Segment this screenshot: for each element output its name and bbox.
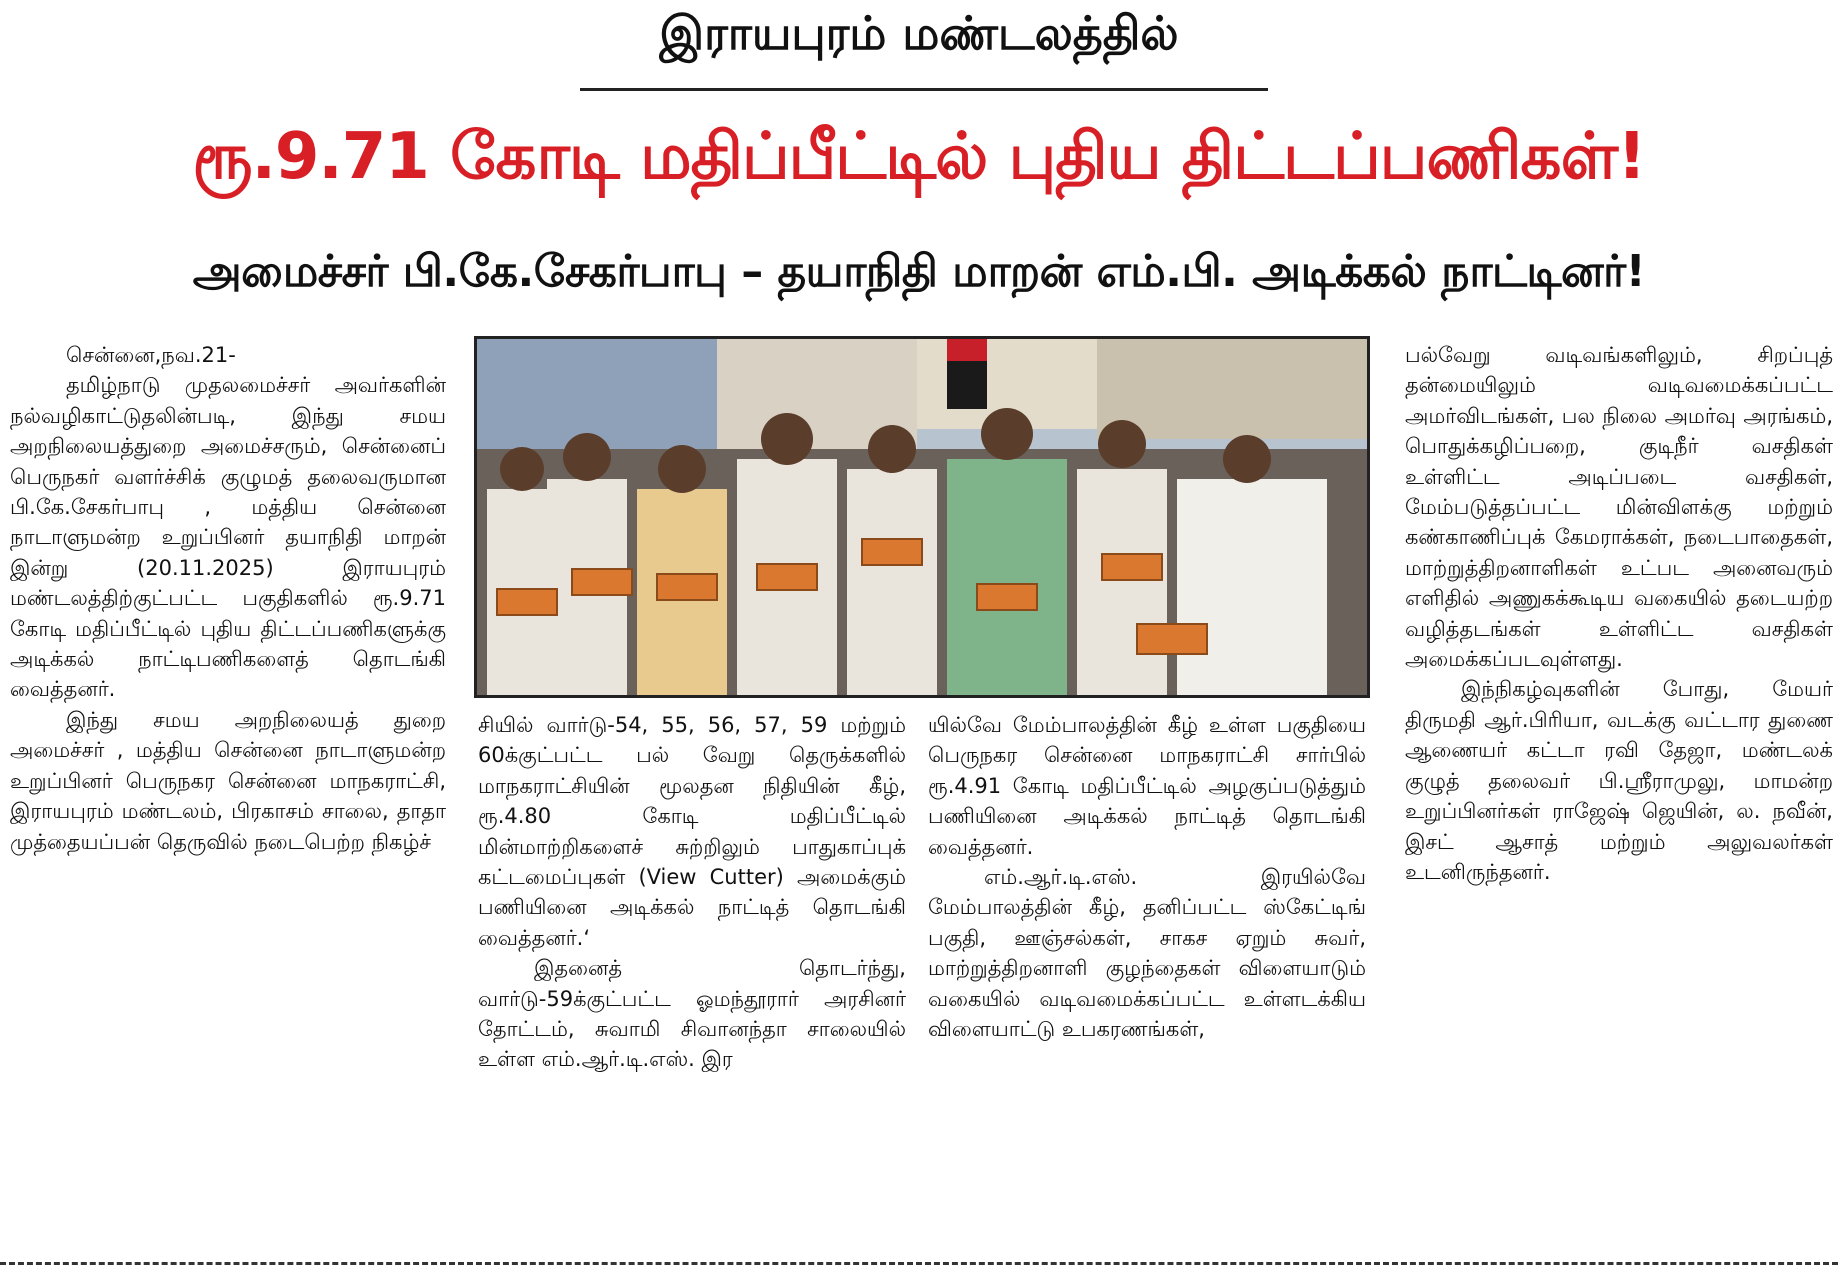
article-column-1 xyxy=(10,340,446,1254)
paragraph: தமிழ்நாடு முதலமைச்சர் அவர்களின் நல்வழிகாட்டுதலின்படி, இந்து சமய அறநிலையத்துறை அமைச்சரும், சென்னைப் பெருநகர் வளர்ச்சிக் குழுமத் தலைவருமான பி.கே.சேகர்பாபு , மத்திய சென்னை நாடாளுமன்ற உறுப்பினர் தயாநிதி மாறன் இன்று (20.11.2025) இராயபுரம் மண்டலத்திற்குட்பட்ட பகுதிகளில் ரூ.9.71 கோடி மதிப்பீட்டில் புதிய திட்டப்பணிகளுக்கு அடிக்கல் நாட்டிபணிகளைத் தொடங்கி வைத்தனர். xyxy=(10,373,446,702)
event-photo xyxy=(474,336,1370,698)
paragraph: இந்து சமய அறநிலையத் துறை அமைச்சர் , மத்திய சென்னை நாடாளுமன்ற உறுப்பினர் பெருநகர சென்னை மாநகராட்சி, இராயபுரம் மண்டலம், பிரகாசம் சாலை, தாதா முத்தையப்பன் தெருவில் நடைபெற்ற நிகழ்ச் xyxy=(10,707,446,854)
group-photo-illustration xyxy=(477,339,1367,695)
bottom-dashed-rule xyxy=(0,1262,1838,1265)
paragraph: இந்நிகழ்வுகளின் போது, மேயர் திருமதி ஆர்.பிரியா, வடக்கு வட்டார துணை ஆணையர் கட்டா ரவி தேஜா, மண்டலக் குழுத் தலைவர் பி.ஸ்ரீராமுலு, மாமன்ற உறுப்பினர்கள் ராஜேஷ் ஜெயின், ல. நவீன், இசட் ஆசாத் மற்றும் அலுவலர்கள் உடனிருந்தனர். xyxy=(1405,677,1833,884)
dateline: சென்னை,நவ.21- xyxy=(66,343,236,367)
paragraph: சியில் வார்டு-54, 55, 56, 57, 59 மற்றும் 60க்குட்பட்ட பல் வேறு தெருக்களில் மாநகராட்சியின் மூலதன நிதியின் கீழ், ரூ.4.80 கோடி மதிப்பீட்டில் மின்மாற்றிகளைச் சுற்றிலும் பாதுகாப்புக் கட்டமைப்புகள் (View Cutter) அமைக்கும் பணியினை அடிக்கல் நாட்டித் தொடங்கி வைத்தனர்.‘ xyxy=(478,713,906,950)
main-headline: ரூ.9.71 கோடி மதிப்பீட்டில் புதிய திட்டப்பணிகள்! xyxy=(192,120,1646,194)
paragraph: இதனைத் தொடர்ந்து, வார்டு-59க்குட்பட்ட ஓமந்தூரார் அரசினர் தோட்டம், சுவாமி சிவானந்தா சாலையில் உள்ள எம்.ஆர்.டி.எஸ். இர xyxy=(478,956,906,1072)
paragraph: பல்வேறு வடிவங்களிலும், சிறப்புத் தன்மையிலும் வடிவமைக்கப்பட்ட அமர்விடங்கள், பல நிலை அமர்வு அரங்கம், பொதுக்கழிப்பறை, குடிநீர் வசதிகள் உள்ளிட்ட அடிப்படை வசதிகள், மேம்படுத்தப்பட்ட மின்விளக்கு மற்றும் கண்காணிப்புக் கேமராக்கள், நடைபாதைகள், மாற்றுத்திறனாளிகள் உட்பட அனைவரும் எளிதில் அணுகக்கூடிய வகையில் தடையற்ற வழித்தடங்கள் உள்ளிட்ட வசதிகள் அமைக்கப்படவுள்ளது. xyxy=(1405,343,1833,672)
paragraph: எம்.ஆர்.டி.எஸ். இரயில்வே மேம்பாலத்தின் கீழ், தனிப்பட்ட ஸ்கேட்டிங் பகுதி, ஊஞ்சல்கள், சாகச ஏறும் சுவர், மாற்றுத்திறனாளி குழந்தைகள் விளையாடும் வகையில் வடிவமைக்கப்பட்ட உள்ளடக்கிய விளையாட்டு உபகரணங்கள், xyxy=(928,865,1366,1042)
article-column-4 xyxy=(1405,340,1833,1254)
article-column-3 xyxy=(928,710,1366,1255)
article-column-2 xyxy=(478,710,906,1255)
paragraph: யில்வே மேம்பாலத்தின் கீழ் உள்ள பகுதியை பெருநகர சென்னை மாநகராட்சி சார்பில் ரூ.4.91 கோடி மதிப்பீட்டில் அழகுப்படுத்தும் பணியினை அடிக்கல் நாட்டித் தொடங்கி வைத்தனர். xyxy=(928,713,1366,859)
kicker-underline xyxy=(580,88,1268,91)
kicker-heading: இராயபுரம் மண்டலத்தில் xyxy=(659,6,1179,60)
sub-headline: அமைச்சர் பி.கே.சேகர்பாபு – தயாநிதி மாறன் எம்.பி. அடிக்கல் நாட்டினர்! xyxy=(192,246,1646,297)
